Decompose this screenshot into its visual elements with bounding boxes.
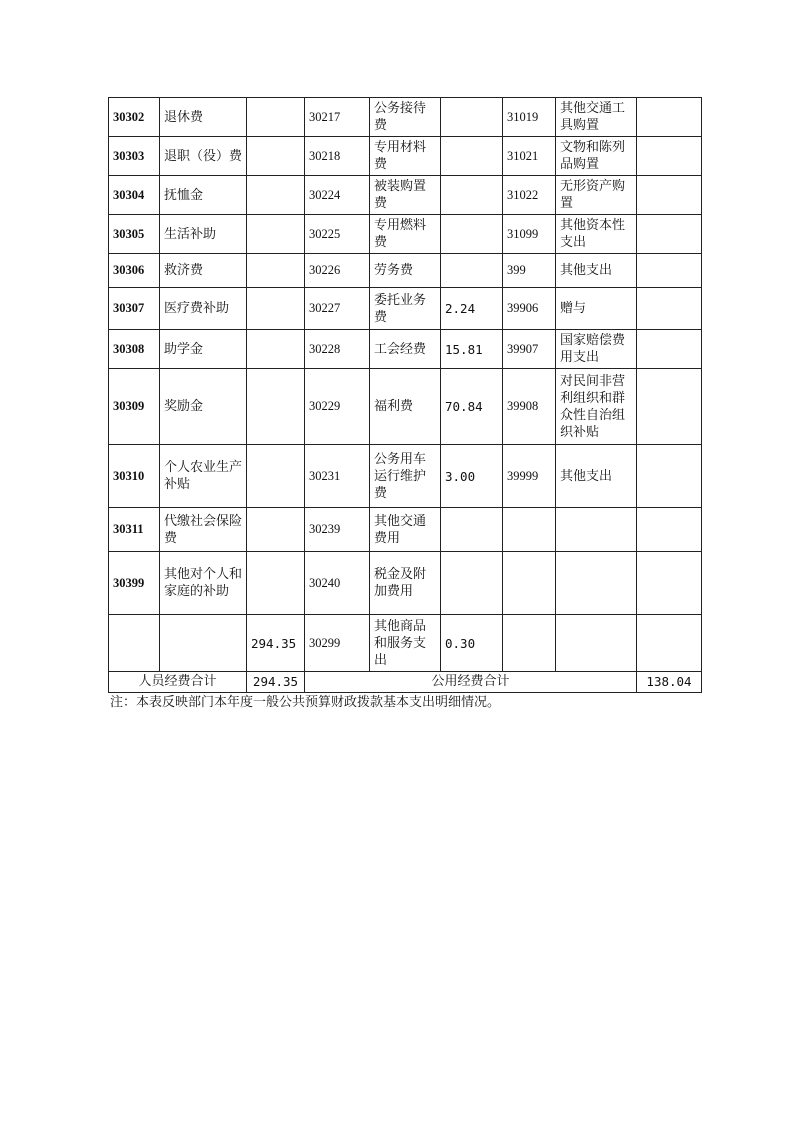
expense-code: 30229: [305, 369, 370, 445]
table-row: [109, 137, 702, 176]
expense-code: 30224: [305, 176, 370, 215]
table-row: [109, 288, 702, 330]
expense-amount: 3.00: [441, 445, 503, 508]
expense-amount: [637, 176, 702, 215]
expense-amount: [637, 369, 702, 445]
expense-amount: [247, 445, 305, 508]
expense-code: 30309: [109, 369, 160, 445]
table-body: [109, 98, 702, 672]
expense-amount: [441, 176, 503, 215]
expense-code: [109, 615, 160, 672]
expense-name: 其他商品和服务支出: [370, 615, 441, 672]
expense-amount: [441, 215, 503, 254]
expense-code: 30231: [305, 445, 370, 508]
table-row: [109, 552, 702, 615]
expense-code: 30240: [305, 552, 370, 615]
expense-name: 退职（役）费: [160, 137, 247, 176]
table-row: [109, 215, 702, 254]
expense-name: [556, 508, 637, 552]
table-note: 注：本表反映部门本年度一般公共预算财政拨款基本支出明细情况。: [110, 695, 501, 710]
expense-code: [503, 552, 556, 615]
expense-name: 文物和陈列品购置: [556, 137, 637, 176]
expense-amount: [637, 215, 702, 254]
expense-code: [503, 615, 556, 672]
public-total-value: 138.04: [637, 672, 702, 693]
expense-name: 专用材料费: [370, 137, 441, 176]
expense-name: 其他资本性支出: [556, 215, 637, 254]
expense-code: 30308: [109, 330, 160, 369]
expense-name: [160, 615, 247, 672]
expense-code: 31099: [503, 215, 556, 254]
expense-code: 30218: [305, 137, 370, 176]
table-row: [109, 445, 702, 508]
expense-name: 抚恤金: [160, 176, 247, 215]
expense-name: [556, 615, 637, 672]
expense-code: 30225: [305, 215, 370, 254]
expense-amount: 294.35: [247, 615, 305, 672]
expense-code: 30228: [305, 330, 370, 369]
expense-amount: [247, 552, 305, 615]
expense-name: 助学金: [160, 330, 247, 369]
totals-row: [109, 672, 702, 693]
table-row: [109, 176, 702, 215]
expense-amount: [637, 508, 702, 552]
expense-amount: [247, 330, 305, 369]
expense-amount: [441, 254, 503, 288]
expense-amount: [247, 508, 305, 552]
expense-name: 工会经费: [370, 330, 441, 369]
expense-amount: [247, 176, 305, 215]
expense-name: 被装购置费: [370, 176, 441, 215]
expense-code: 30305: [109, 215, 160, 254]
table-row: [109, 508, 702, 552]
expense-amount: [637, 445, 702, 508]
expense-name: 委托业务费: [370, 288, 441, 330]
expense-code: 39906: [503, 288, 556, 330]
table-row: [109, 369, 702, 445]
expense-name: 退休费: [160, 98, 247, 137]
expense-amount: 0.30: [441, 615, 503, 672]
expense-code: 30239: [305, 508, 370, 552]
expense-code: 30227: [305, 288, 370, 330]
expense-name: 税金及附加费用: [370, 552, 441, 615]
expense-code: 39908: [503, 369, 556, 445]
expense-amount: [247, 137, 305, 176]
personnel-total-value: 294.35: [247, 672, 305, 693]
expense-name: 个人农业生产补贴: [160, 445, 247, 508]
table-row: [109, 98, 702, 137]
expense-code: 399: [503, 254, 556, 288]
expense-name: 其他交通费用: [370, 508, 441, 552]
expense-code: [503, 508, 556, 552]
expense-code: 31019: [503, 98, 556, 137]
expense-amount: [637, 330, 702, 369]
expense-name: 医疗费补助: [160, 288, 247, 330]
expense-name: 其他支出: [556, 254, 637, 288]
expense-name: [556, 552, 637, 615]
expense-name: 赠与: [556, 288, 637, 330]
expense-amount: [637, 254, 702, 288]
expense-name: 其他对个人和家庭的补助: [160, 552, 247, 615]
expense-amount: [247, 288, 305, 330]
expense-name: 生活补助: [160, 215, 247, 254]
expense-amount: [637, 288, 702, 330]
table-row: [109, 254, 702, 288]
expense-code: 30310: [109, 445, 160, 508]
expense-code: 30304: [109, 176, 160, 215]
expense-name: 奖励金: [160, 369, 247, 445]
personnel-total-label: 人员经费合计: [109, 672, 247, 693]
expense-code: 30226: [305, 254, 370, 288]
expense-name: 福利费: [370, 369, 441, 445]
expense-amount: [441, 508, 503, 552]
expense-name: 对民间非营利组织和群众性自治组织补贴: [556, 369, 637, 445]
expense-name: 其他交通工具购置: [556, 98, 637, 137]
expense-code: 30307: [109, 288, 160, 330]
table-row: [109, 330, 702, 369]
expense-amount: 70.84: [441, 369, 503, 445]
expense-name: 劳务费: [370, 254, 441, 288]
expense-name: 公务用车运行维护费: [370, 445, 441, 508]
expense-amount: [637, 98, 702, 137]
expense-code: 30303: [109, 137, 160, 176]
expense-amount: [637, 552, 702, 615]
expense-amount: [247, 254, 305, 288]
expense-name: 代缴社会保险费: [160, 508, 247, 552]
expense-amount: 2.24: [441, 288, 503, 330]
expense-amount: 15.81: [441, 330, 503, 369]
expense-name: 国家赔偿费用支出: [556, 330, 637, 369]
expense-amount: [247, 215, 305, 254]
expense-code: 30299: [305, 615, 370, 672]
expense-name: 无形资产购置: [556, 176, 637, 215]
expense-code: 31022: [503, 176, 556, 215]
expense-name: 其他支出: [556, 445, 637, 508]
expense-amount: [247, 98, 305, 137]
expense-amount: [637, 615, 702, 672]
table-row: [109, 615, 702, 672]
expense-amount: [441, 98, 503, 137]
expense-amount: [247, 369, 305, 445]
expense-name: 公务接待费: [370, 98, 441, 137]
expense-amount: [441, 137, 503, 176]
budget-detail-table: [108, 97, 702, 693]
expense-code: 30311: [109, 508, 160, 552]
public-total-label: 公用经费合计: [305, 672, 637, 693]
expense-code: 30302: [109, 98, 160, 137]
expense-code: 30399: [109, 552, 160, 615]
expense-code: 31021: [503, 137, 556, 176]
expense-name: 救济费: [160, 254, 247, 288]
expense-amount: [441, 552, 503, 615]
expense-code: 39999: [503, 445, 556, 508]
expense-amount: [637, 137, 702, 176]
expense-name: 专用燃料费: [370, 215, 441, 254]
expense-code: 30306: [109, 254, 160, 288]
expense-code: 30217: [305, 98, 370, 137]
expense-code: 39907: [503, 330, 556, 369]
